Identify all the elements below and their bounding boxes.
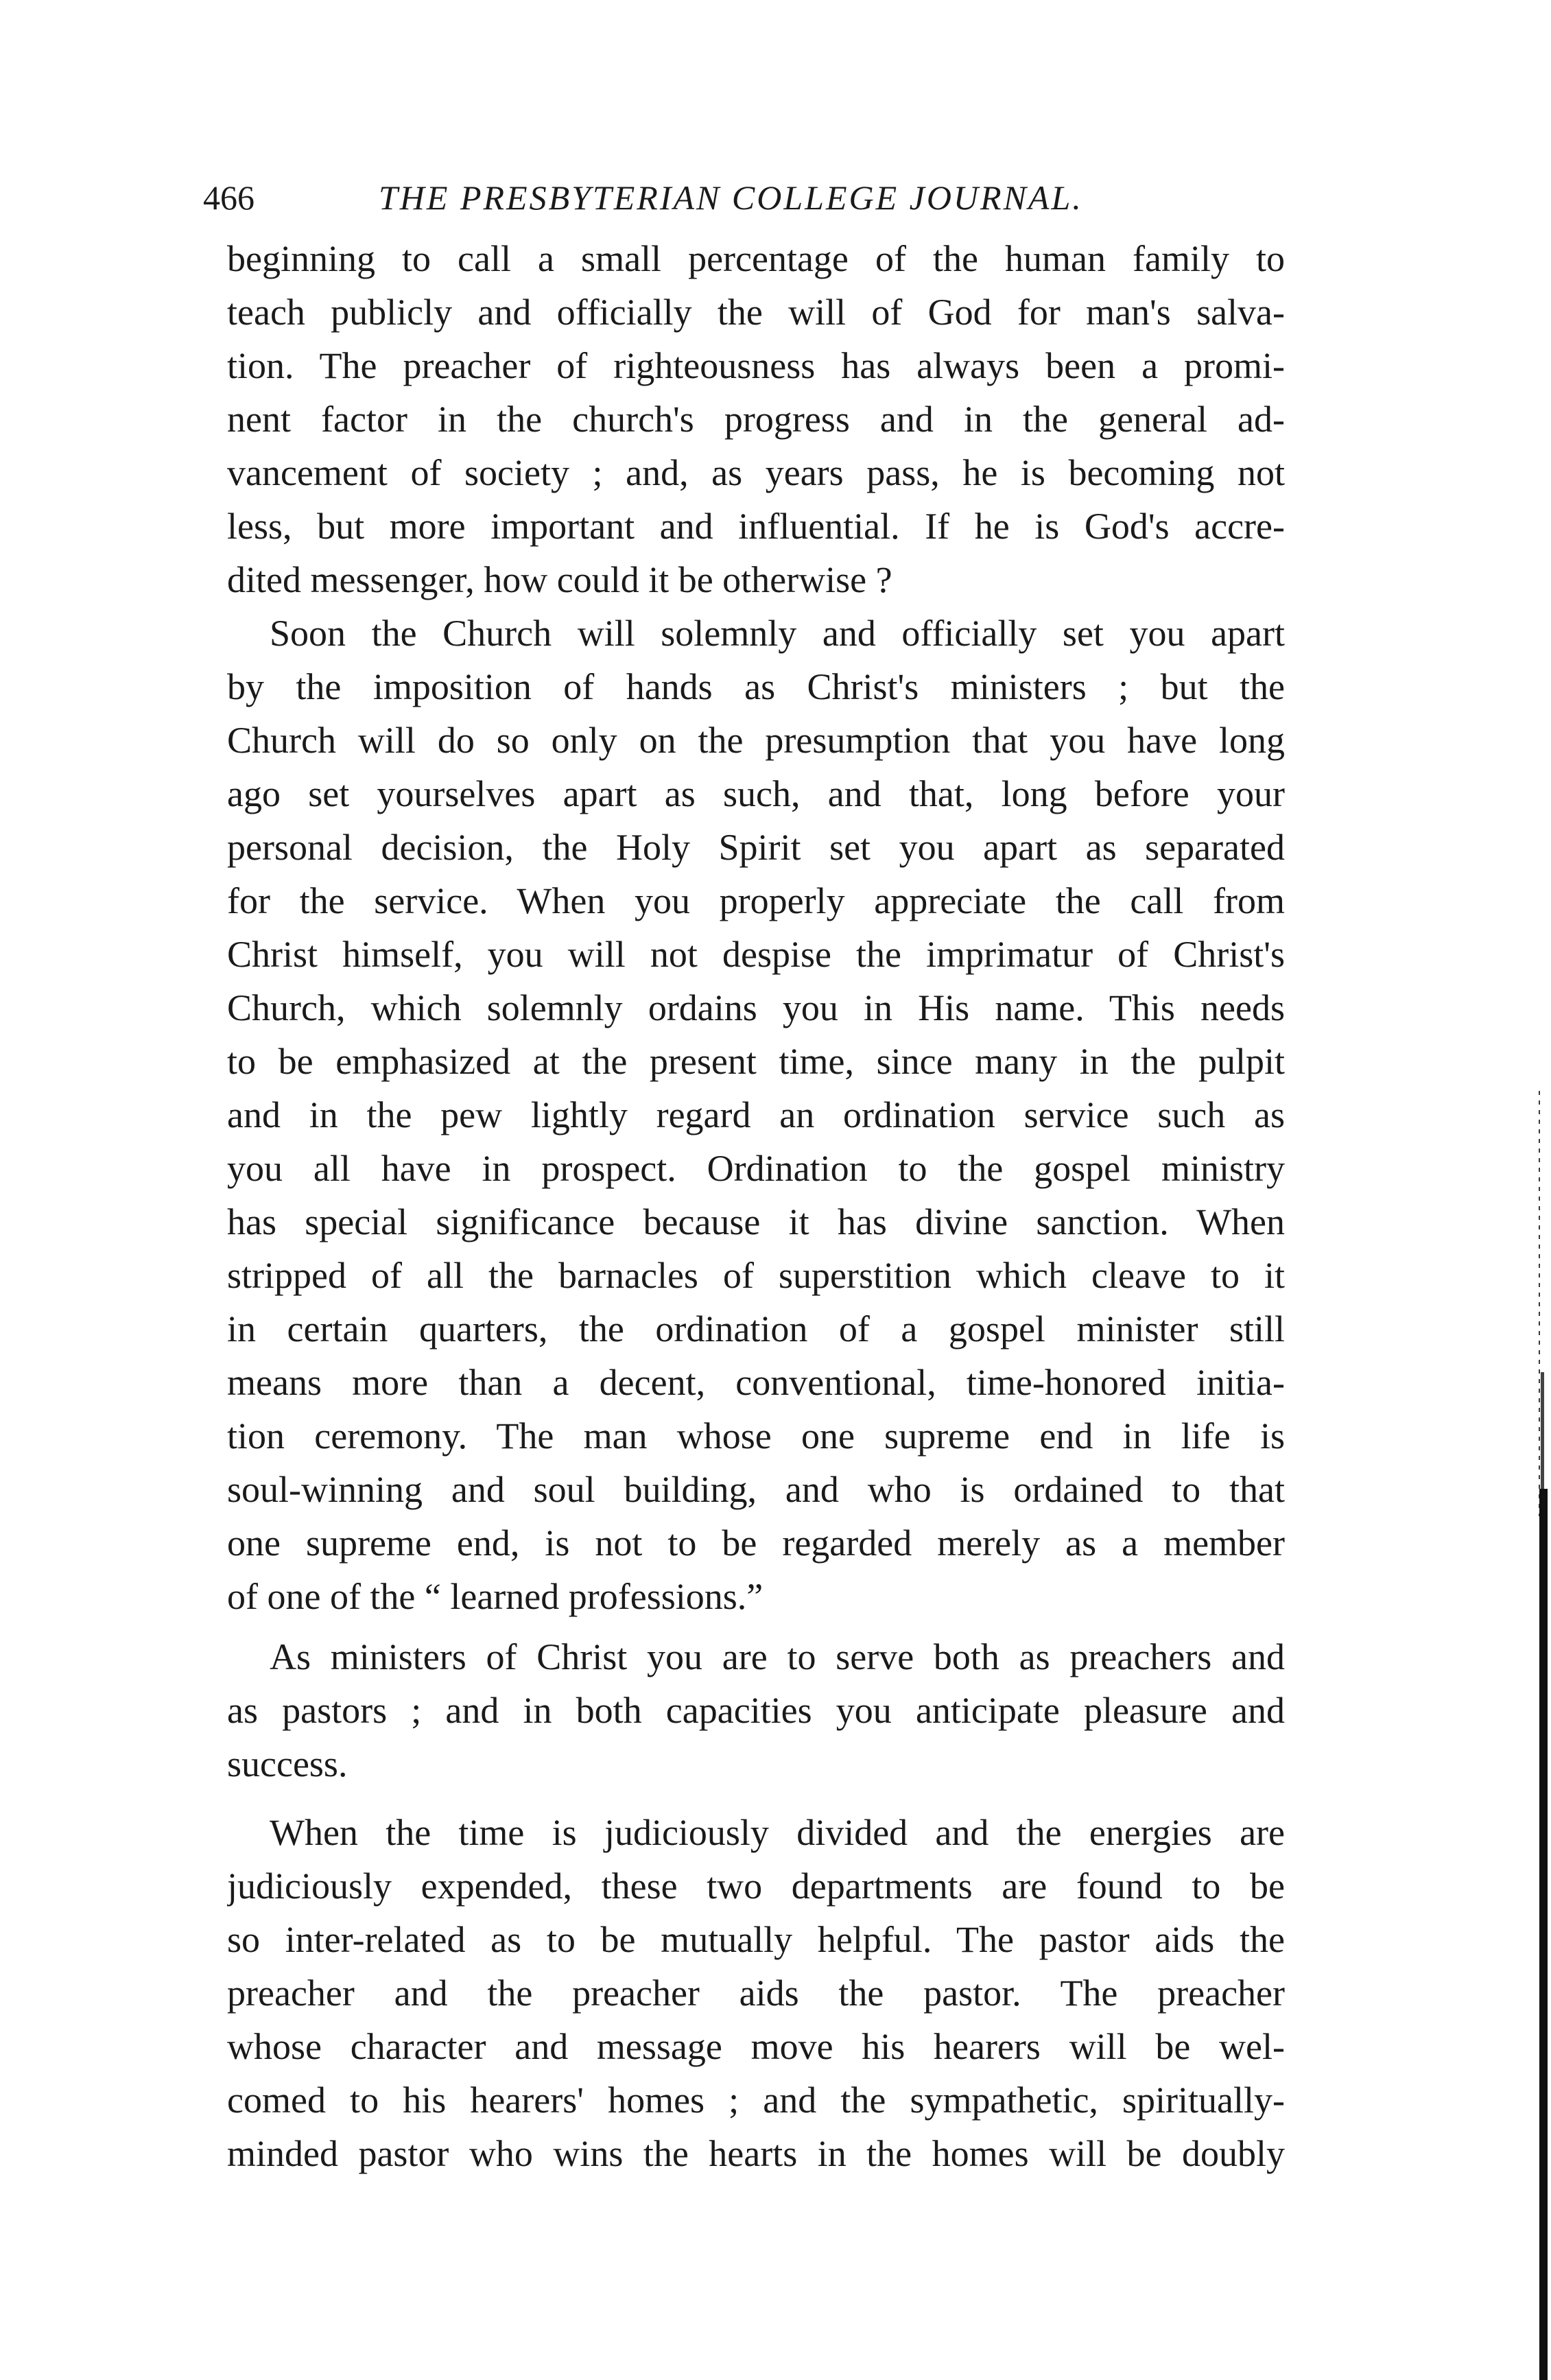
- text-line: dited messenger, how could it be otherwise ?: [227, 559, 892, 600]
- paragraph-start-line: Soon the Church will solemnly and officially set you apart: [270, 613, 1285, 654]
- text-line: so inter-related as to be mutually helpful. The pastor aids the: [227, 1919, 1285, 1960]
- scan-edge-dotted-line: [1539, 1091, 1540, 1516]
- text-line: by the imposition of hands as Christ's ministers ; but the: [227, 666, 1285, 707]
- text-line: soul-winning and soul building, and who is ordained to that: [227, 1469, 1285, 1510]
- text-line: personal decision, the Holy Spirit set you apart as separated: [227, 827, 1285, 868]
- text-line: whose character and message move his hearers will be wel-: [227, 2026, 1285, 2067]
- text-line: stripped of all the barnacles of superstition which cleave to it: [227, 1255, 1285, 1296]
- text-line: Christ himself, you will not despise the imprimatur of Christ's: [227, 934, 1285, 975]
- text-line: and in the pew lightly regard an ordination service such as: [227, 1094, 1285, 1135]
- text-line: preacher and the preacher aids the pastor. The preacher: [227, 1972, 1285, 2014]
- text-line: nent factor in the church's progress and in the general ad-: [227, 399, 1285, 440]
- text-line: tion. The preacher of righteousness has always been a promi-: [227, 345, 1285, 386]
- text-line: vancement of society ; and, as years pass, he is becoming not: [227, 452, 1285, 493]
- text-line: ago set yourselves apart as such, and that, long before your: [227, 773, 1285, 814]
- text-line: tion ceremony. The man whose one supreme end in life is: [227, 1415, 1285, 1457]
- text-line: teach publicly and officially the will of God for man's salva-: [227, 292, 1285, 333]
- text-line: as pastors ; and in both capacities you anticipate pleasure and: [227, 1690, 1285, 1731]
- paragraph-start-line: When the time is judiciously divided and the energies are: [270, 1812, 1285, 1853]
- text-line: minded pastor who wins the hearts in the homes will be doubly: [227, 2133, 1285, 2174]
- scan-edge-border: [1539, 1489, 1548, 2380]
- text-line: in certain quarters, the ordination of a gospel minister still: [227, 1308, 1285, 1350]
- text-line: has special significance because it has divine sanction. When: [227, 1201, 1285, 1242]
- running-title: THE PRESBYTERIAN COLLEGE JOURNAL.: [379, 178, 1083, 217]
- body-text: [227, 232, 1285, 2180]
- text-line: one supreme end, is not to be regarded merely as a member: [227, 1522, 1285, 1564]
- text-line: for the service. When you properly appreciate the call from: [227, 880, 1285, 921]
- text-line: less, but more important and influential. If he is God's accre-: [227, 506, 1285, 547]
- text-line: comed to his hearers' homes ; and the sympathetic, spiritually-: [227, 2079, 1285, 2121]
- text-line: beginning to call a small percentage of the human family to: [227, 238, 1285, 279]
- text-line: to be emphasized at the present time, since many in the pulpit: [227, 1041, 1285, 1082]
- text-line: success.: [227, 1743, 348, 1784]
- page-header: [203, 170, 1301, 225]
- text-line: Church, which solemnly ordains you in His name. This needs: [227, 987, 1285, 1028]
- text-line: means more than a decent, conventional, time-honored initia-: [227, 1362, 1285, 1403]
- page-number: 466: [203, 178, 254, 217]
- text-line: of one of the “ learned professions.”: [227, 1576, 763, 1617]
- paragraph-start-line: As ministers of Christ you are to serve both as preachers and: [270, 1636, 1285, 1677]
- text-line: Church will do so only on the presumption that you have long: [227, 720, 1285, 761]
- text-line: you all have in prospect. Ordination to the gospel ministry: [227, 1148, 1285, 1189]
- text-line: judiciously expended, these two departments are found to be: [227, 1865, 1285, 1907]
